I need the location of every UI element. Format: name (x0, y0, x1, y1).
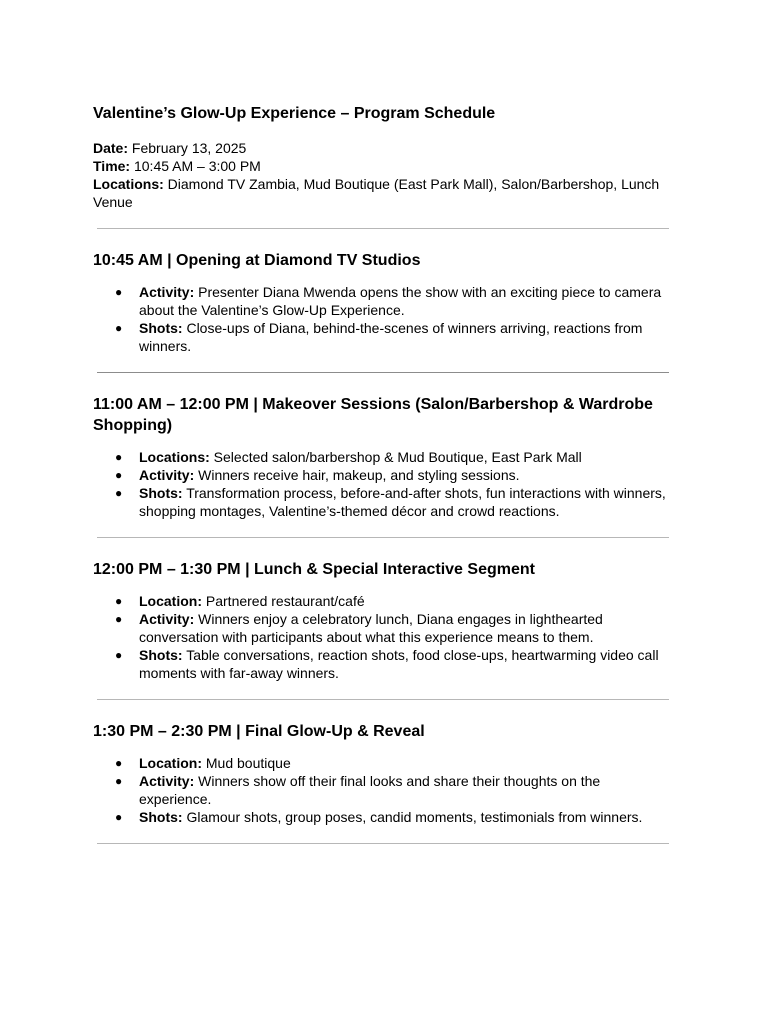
item-text: Table conversations, reaction shots, food close-ups, heartwarming video call moments with far-away winners. (139, 647, 659, 681)
schedule-section-makeover (93, 394, 675, 520)
section-heading: 1:30 PM – 2:30 PM | Final Glow-Up & Reveal (93, 723, 425, 740)
section-heading: 12:00 PM – 1:30 PM | Lunch & Special Interactive Segment (93, 561, 535, 578)
bullet-icon: ● (115, 648, 123, 662)
item-label: Shots: (139, 647, 183, 663)
item-label: Locations: (139, 449, 210, 465)
item-text: Presenter Diana Mwenda opens the show with an exciting piece to camera about the Valentine’s Glow-Up Experience. (139, 284, 662, 318)
meta-date (93, 139, 675, 157)
list-item (93, 283, 675, 319)
schedule-section-reveal (93, 721, 675, 826)
list-item (93, 466, 675, 484)
section-item-list (93, 448, 675, 520)
section-divider (97, 843, 669, 844)
list-item (93, 484, 675, 520)
section-divider (97, 537, 669, 538)
meta-time-label: Time: (93, 158, 131, 174)
meta-date-value: February 13, 2025 (128, 140, 247, 156)
section-divider (97, 228, 669, 229)
item-label: Activity: (139, 284, 195, 300)
bullet-icon: ● (115, 285, 123, 299)
item-text: Glamour shots, group poses, candid moments, testimonials from winners. (182, 809, 643, 825)
list-item (93, 319, 675, 355)
item-label: Activity: (139, 467, 195, 483)
list-item (93, 772, 675, 808)
meta-locations-value: Diamond TV Zambia, Mud Boutique (East Park Mall), Salon/Barbershop, Lunch Venue (93, 176, 660, 210)
section-heading: 11:00 AM – 12:00 PM | Makeover Sessions (Salon/Barbershop & Wardrobe Shopping) (93, 396, 653, 434)
document-content (93, 103, 675, 844)
item-text: Mud boutique (202, 755, 291, 771)
meta-locations-label: Locations: (93, 176, 164, 192)
list-item (93, 610, 675, 646)
item-label: Shots: (139, 320, 183, 336)
section-item-list (93, 283, 675, 355)
section-heading: 10:45 AM | Opening at Diamond TV Studios (93, 252, 421, 269)
bullet-icon: ● (115, 450, 123, 464)
item-label: Shots: (139, 485, 183, 501)
list-item (93, 592, 675, 610)
item-text: Transformation process, before-and-after shots, fun interactions with winners, shopping montages, Valentine’s-themed décor and crowd reactions. (139, 485, 666, 519)
item-text: Winners show off their final looks and share their thoughts on the experience. (139, 773, 601, 807)
section-divider (97, 699, 669, 700)
item-text: Selected salon/barbershop & Mud Boutique, East Park Mall (209, 449, 582, 465)
item-label: Shots: (139, 809, 183, 825)
item-text: Close-ups of Diana, behind-the-scenes of winners arriving, reactions from winners. (139, 320, 643, 354)
bullet-icon: ● (115, 774, 123, 788)
section-item-list (93, 592, 675, 682)
document-title: Valentine’s Glow-Up Experience – Program Schedule (93, 105, 496, 122)
meta-date-label: Date: (93, 140, 129, 156)
bullet-icon: ● (115, 612, 123, 626)
schedule-section-lunch (93, 559, 675, 682)
section-item-list (93, 754, 675, 826)
schedule-section-opening (93, 250, 675, 355)
item-text: Partnered restaurant/café (202, 593, 365, 609)
item-text: Winners receive hair, makeup, and styling sessions. (194, 467, 520, 483)
meta-time (93, 157, 675, 175)
bullet-icon: ● (115, 468, 123, 482)
list-item (93, 808, 675, 826)
item-label: Location: (139, 593, 202, 609)
section-divider (97, 372, 669, 373)
item-text: Winners enjoy a celebratory lunch, Diana engages in lighthearted conversation with participants about what this experience means to them. (139, 611, 603, 645)
list-item (93, 448, 675, 466)
meta-time-value: 10:45 AM – 3:00 PM (130, 158, 261, 174)
list-item (93, 754, 675, 772)
meta-locations (93, 175, 675, 211)
item-label: Activity: (139, 773, 195, 789)
bullet-icon: ● (115, 594, 123, 608)
bullet-icon: ● (115, 486, 123, 500)
bullet-icon: ● (115, 321, 123, 335)
list-item (93, 646, 675, 682)
item-label: Location: (139, 755, 202, 771)
item-label: Activity: (139, 611, 195, 627)
bullet-icon: ● (115, 810, 123, 824)
bullet-icon: ● (115, 756, 123, 770)
